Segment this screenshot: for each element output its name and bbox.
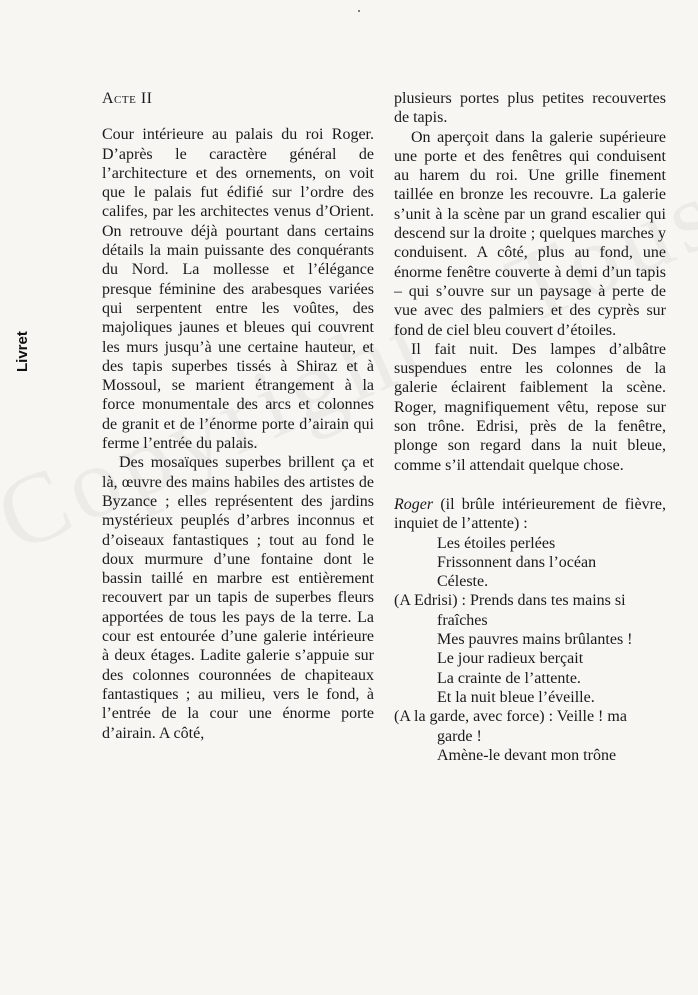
verse-line: La crainte de l’attente. [437,669,581,687]
verse-line: Amène-le devant mon trône [437,746,617,764]
aside-line: (A Edrisi) : Prends dans tes mains si fraîches [394,592,626,629]
character-cue [394,495,666,534]
stage-direction-paragraph: plusieurs portes plus petites recouvertes de tapis. [394,90,666,127]
stage-direction-paragraph: Des mosaïques superbes brillent ça et là, œuvre des mains habiles des artistes de Byzance ; elles représentent des jardins mystérieux peuplés d’arbres inconnus et d’oiseaux fantastiques ; tout au fond le doux murmure d’une fontaine dont le bassin taillé en marbre est entièrement recouvert par un tapis de superbes fleurs apportées de tous les pays de la terre. La cour est entourée d’une galerie intérieure à deux étages. Ladite galerie s’appuie sur des colonnes couronnées de chapiteaux fantastiques ; au milieu, vers le fond, à l’entrée de la cour une énorme porte d’airain. A côté, [102,454,374,742]
top-speck [358,10,360,12]
left-column [102,89,374,743]
verse-line: Les étoiles perlées [437,534,556,552]
stage-direction-paragraph: Cour intérieure au palais du roi Roger. D’après le caractère général de l’architecture et des ornements, on voit que le palais fut édifié sur l’ordre des califes, par les architectes venus d’Orient. On retrouve déjà pourtant dans certains détails la main puissante des conquérants du Nord. La mollesse et l’élégance presque féminine des arabesques variées qui serpentent entre les voûtes, des majoliques jaunes et bleues qui couvrent les murs jusqu’à une certaine hauteur, et des tapis superbes tissés à Shiraz et à Mossoul, se marient étrangement à la force monumentale des arcs et colonnes de granit et de l’énorme porte d’airain qui ferme l’entrée du palais. [102,126,374,453]
stage-direction-paragraph: Il fait nuit. Des lampes d’albâtre suspendues entre les colonnes de la galerie éclairent faiblement la scène. Roger, magnifiquement vêtu, repose sur son trône. Edrisi, près de la fenêtre, plonge son regard dans la nuit bleue, comme s’il attendait quelque chose. [394,340,666,474]
verse-line: Frissonnent dans l’océan [437,553,597,571]
aside-line: (A la garde, avec force) : Veille ! ma garde ! [394,708,627,745]
verse-line: Le jour radieux berçait [437,650,584,668]
character-name: Roger [394,495,434,513]
verse-line: Mes pauvres mains brûlantes ! [437,631,633,649]
side-label: Livret [14,331,31,372]
verse-line: Céleste. [437,573,489,591]
stage-direction-paragraph: On aperçoit dans la galerie supérieure une porte et des fenêtres qui conduisent au harem du roi. Une grille finement taillée en bronze les recouvre. La galerie s’unit à la scène par un grand escalier qui descend sur la droite ; quelques marches y conduisent. A côté, plus au fond, une énorme fenêtre couverte à demi d’un tapis – qui s’ouvre sur un paysage à perte de vue avec des palmiers et des cyprès sur fond de ciel bleu couvert d’étoiles. [394,128,666,339]
character-direction: (il brûle intérieurement de fièvre, inquiet de l’attente) : [394,495,666,533]
right-column [394,89,666,765]
act-title: Acte II [102,90,153,107]
verse-line: Et la nuit bleue l’éveille. [437,688,595,706]
